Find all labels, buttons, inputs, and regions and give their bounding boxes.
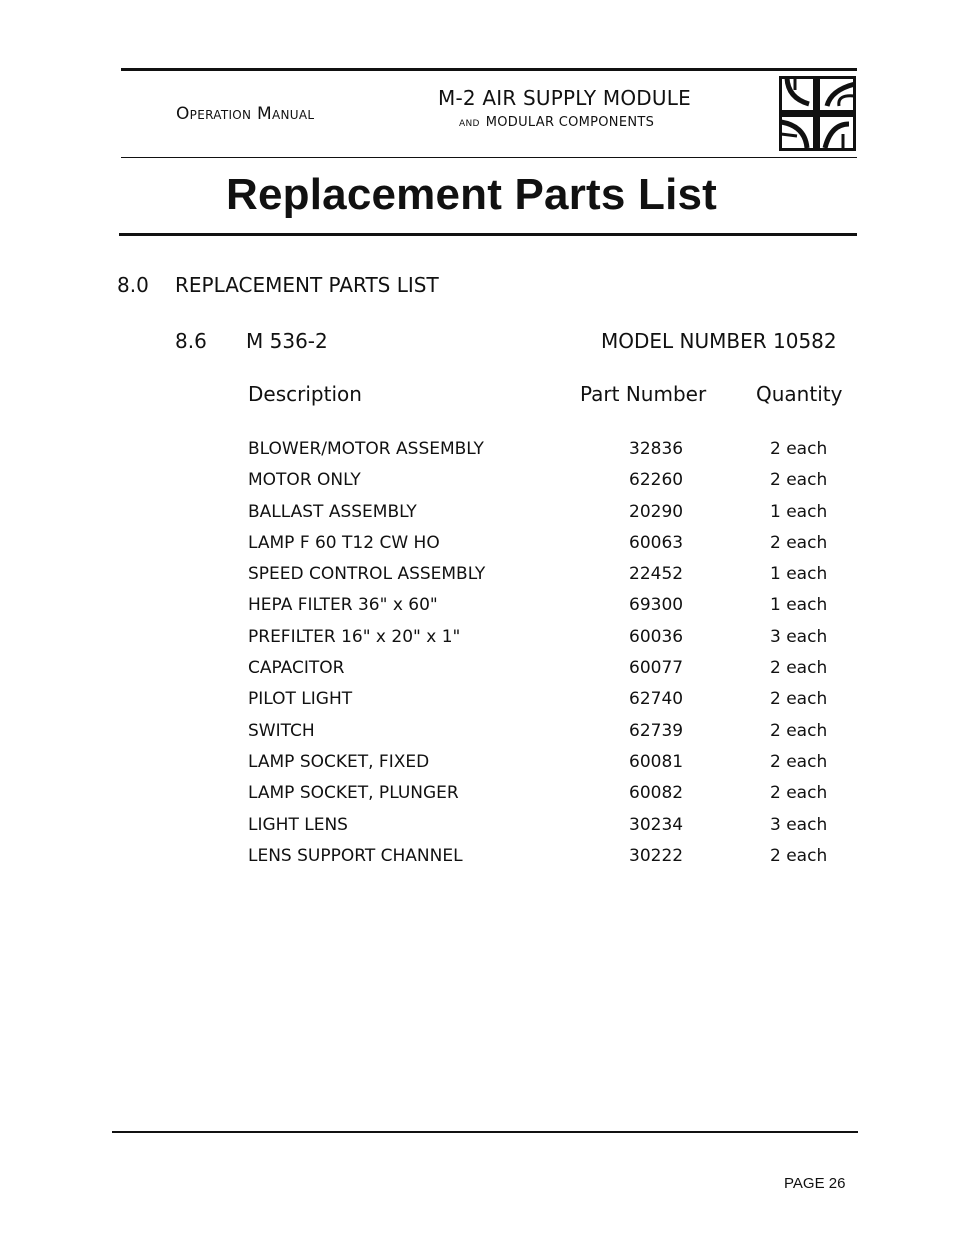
part-quantity: 2 each <box>770 720 828 741</box>
part-quantity: 2 each <box>770 470 828 491</box>
table-row <box>0 658 954 689</box>
manual-label: Operation Manual <box>176 104 315 124</box>
section-title: REPLACEMENT PARTS LIST <box>175 273 439 297</box>
header-bottom-rule <box>121 157 857 158</box>
model-number: MODEL NUMBER 10582 <box>601 329 837 353</box>
company-logo-icon <box>779 76 856 151</box>
part-quantity: 2 each <box>770 439 828 459</box>
part-quantity: 3 each <box>770 626 828 647</box>
table-row <box>0 595 954 626</box>
module-subtitle-and: AND <box>459 119 480 129</box>
table-row <box>0 783 954 814</box>
part-number: 60036 <box>629 626 684 647</box>
part-description: SWITCH <box>248 720 315 741</box>
part-description: LAMP SOCKET, PLUNGER <box>248 783 459 804</box>
module-title: M-2 AIR SUPPLY MODULE <box>438 86 691 110</box>
part-description: CAPACITOR <box>248 658 345 679</box>
part-quantity: 2 each <box>770 845 828 866</box>
column-header-quantity: Quantity <box>756 382 843 406</box>
part-number: 69300 <box>629 595 684 616</box>
table-row <box>0 564 954 595</box>
part-quantity: 1 each <box>770 595 828 616</box>
page-number: PAGE 26 <box>784 1175 846 1192</box>
part-quantity: 1 each <box>770 564 828 585</box>
table-row <box>0 502 954 533</box>
part-description: BALLAST ASSEMBLY <box>248 501 417 522</box>
part-description: LAMP SOCKET, FIXED <box>248 751 430 772</box>
part-number: 20290 <box>629 501 684 522</box>
part-description: PILOT LIGHT <box>248 689 353 710</box>
page-title: Replacement Parts List <box>226 170 718 219</box>
part-number: 62740 <box>629 689 684 710</box>
part-quantity: 2 each <box>770 751 828 772</box>
part-number: 60063 <box>629 532 684 553</box>
part-number: 60082 <box>629 783 684 804</box>
subsection-title: M 536-2 <box>246 329 328 353</box>
parts-table <box>0 439 954 877</box>
part-description: LAMP F 60 T12 CW HO <box>248 532 440 553</box>
part-quantity: 1 each <box>770 501 828 522</box>
table-row <box>0 533 954 564</box>
part-description: LENS SUPPORT CHANNEL <box>248 845 463 866</box>
part-number: 60081 <box>629 751 684 772</box>
table-row <box>0 470 954 501</box>
table-row <box>0 846 954 877</box>
table-row <box>0 752 954 783</box>
part-quantity: 2 each <box>770 532 828 553</box>
part-number: 30234 <box>629 814 684 835</box>
table-row <box>0 627 954 658</box>
part-number: 62260 <box>629 470 684 491</box>
part-quantity: 2 each <box>770 658 828 679</box>
part-description: MOTOR ONLY <box>248 470 361 491</box>
part-description: BLOWER/MOTOR ASSEMBLY <box>248 439 484 459</box>
part-quantity: 2 each <box>770 783 828 804</box>
part-description: PREFILTER 16" x 20" x 1" <box>248 626 461 647</box>
part-description: SPEED CONTROL ASSEMBLY <box>248 564 486 585</box>
module-subtitle <box>459 115 654 130</box>
footer-rule <box>112 1131 858 1133</box>
table-row <box>0 439 954 470</box>
column-header-description: Description <box>248 382 362 406</box>
column-header-part-number: Part Number <box>580 382 707 406</box>
part-number: 62739 <box>629 720 684 741</box>
part-quantity: 3 each <box>770 814 828 835</box>
header-top-rule <box>121 68 857 71</box>
part-number: 32836 <box>629 439 684 459</box>
title-rule <box>119 233 857 236</box>
subsection-number: 8.6 <box>175 329 207 353</box>
module-subtitle-rest: MODULAR COMPONENTS <box>485 115 655 130</box>
part-number: 60077 <box>629 658 684 679</box>
table-row <box>0 689 954 720</box>
section-number: 8.0 <box>117 273 149 297</box>
part-number: 22452 <box>629 564 684 585</box>
part-description: HEPA FILTER 36" x 60" <box>248 595 438 616</box>
table-row <box>0 815 954 846</box>
part-description: LIGHT LENS <box>248 814 348 835</box>
table-row <box>0 721 954 752</box>
part-number: 30222 <box>629 845 684 866</box>
part-quantity: 2 each <box>770 689 828 710</box>
